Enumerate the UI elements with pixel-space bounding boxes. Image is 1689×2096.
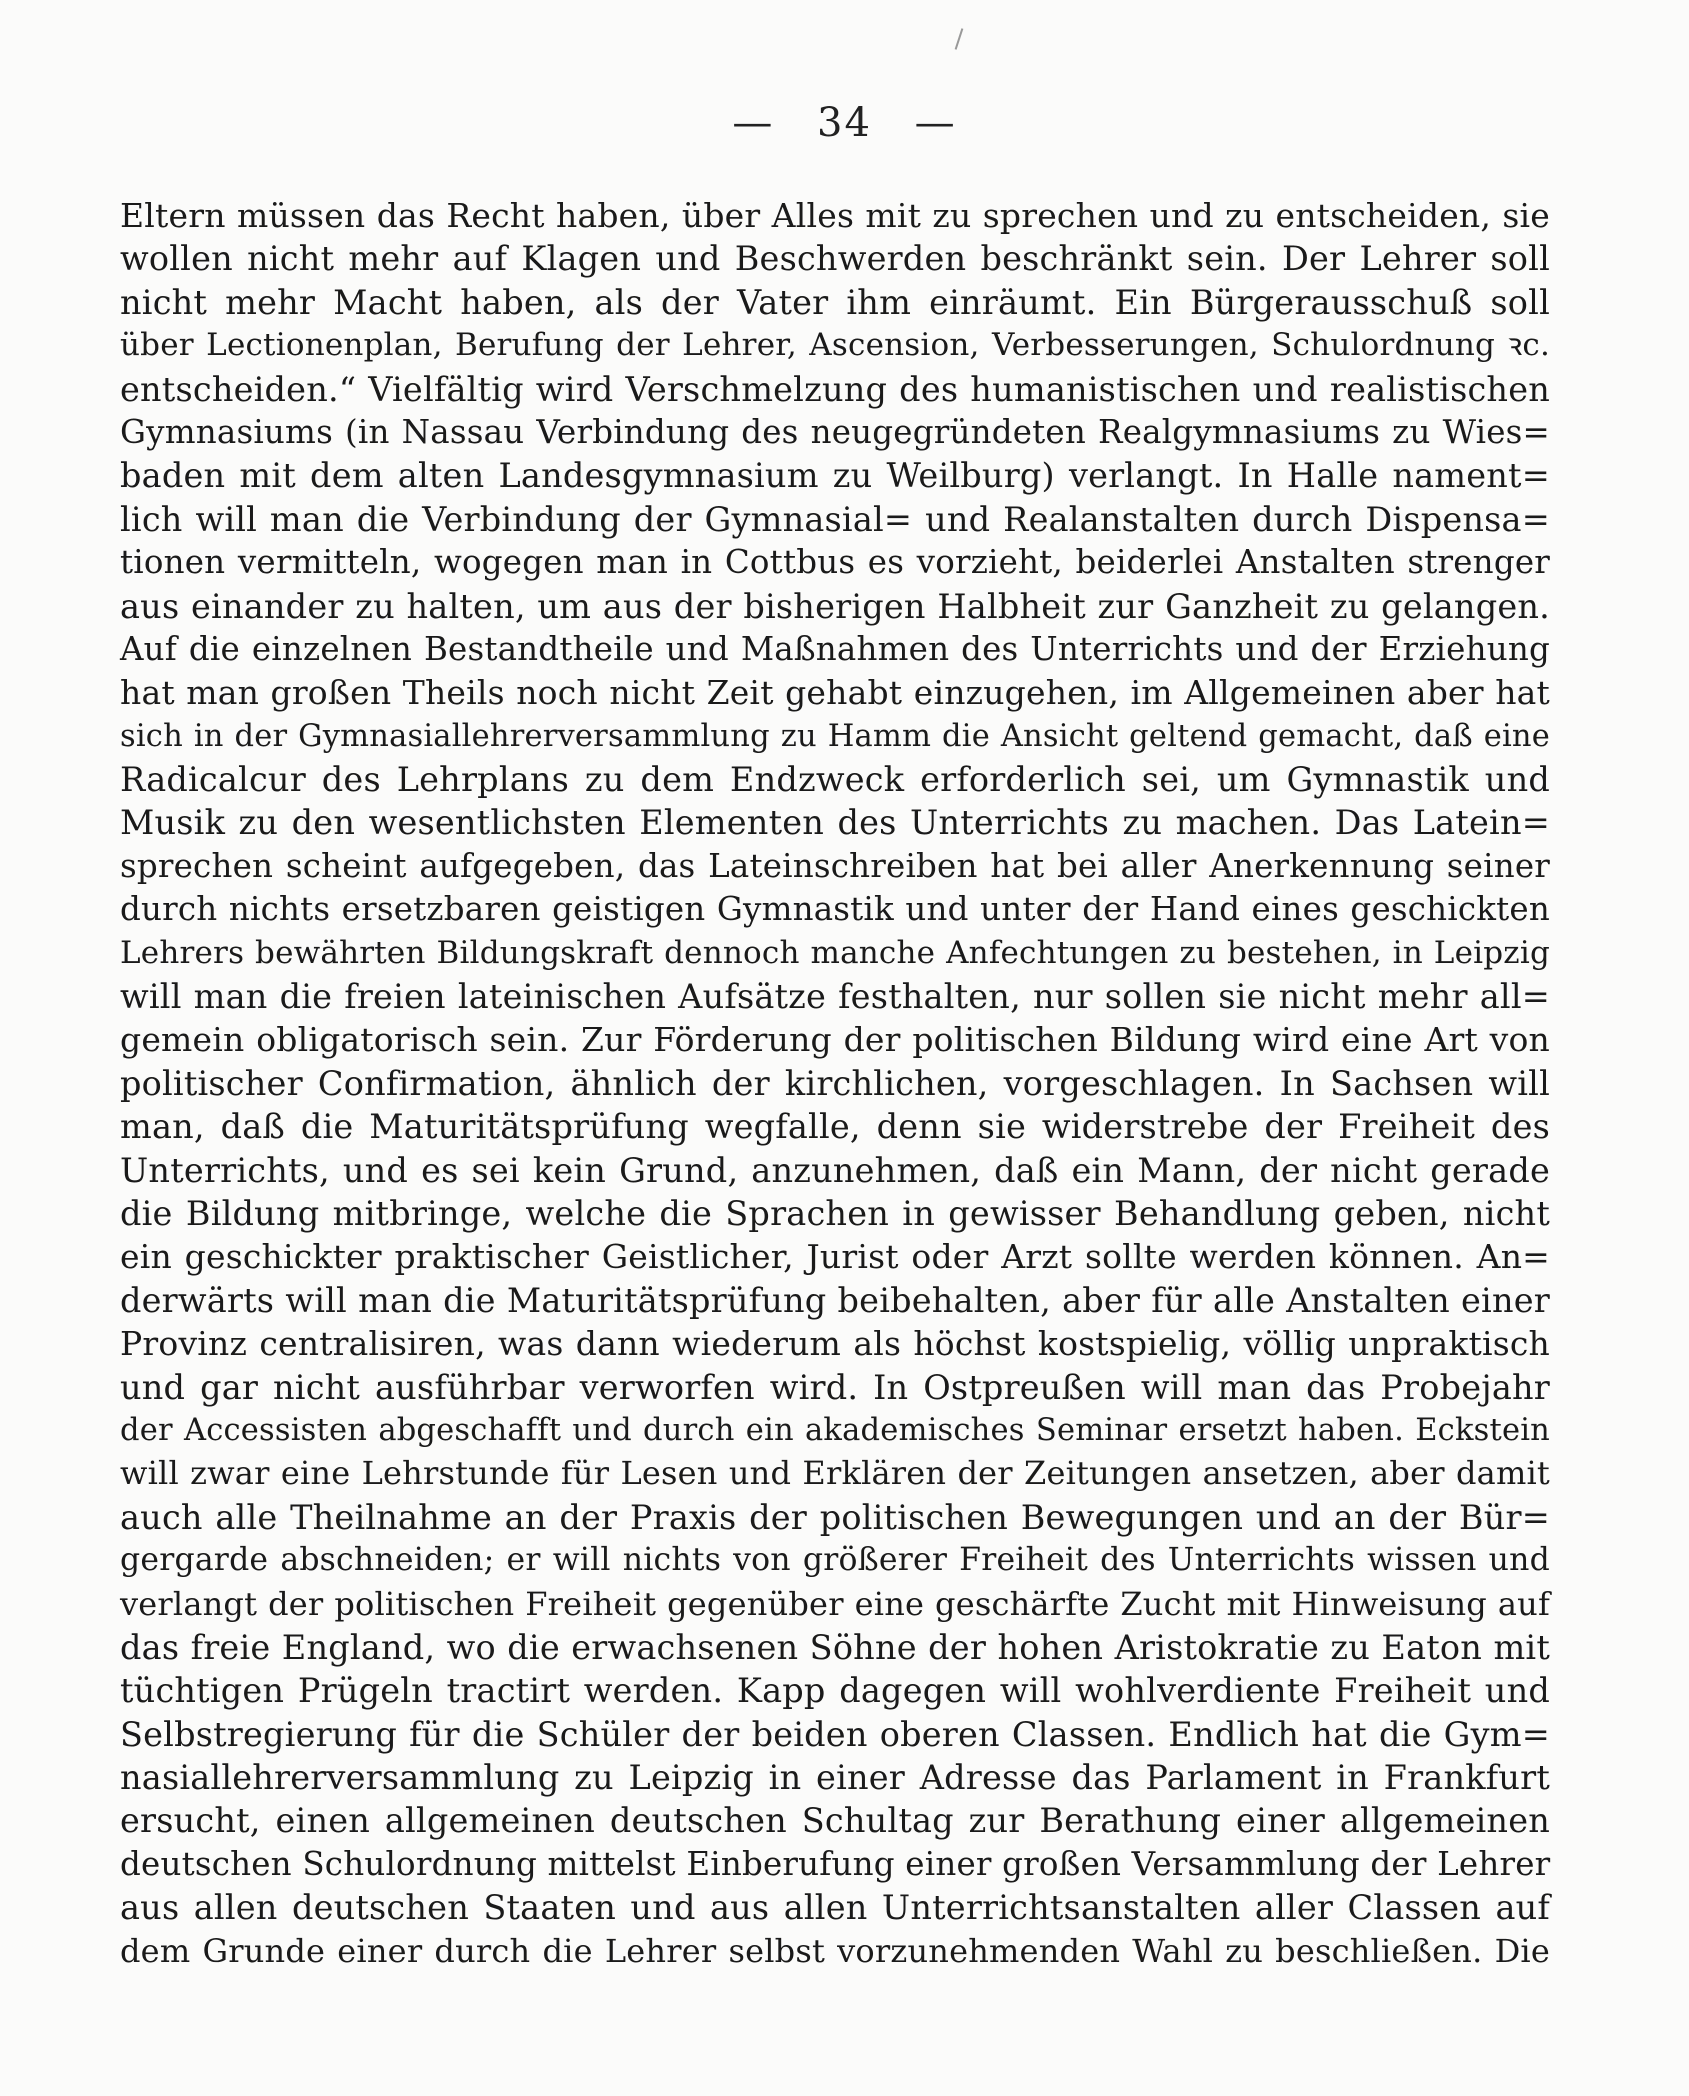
- text-line: dem Grunde einer durch die Lehrer selbst vorzunehmenden Wahl zu beschließen. Die: [120, 1931, 1550, 1970]
- text-line: wollen nicht mehr auf Klagen und Beschwerden beschränkt sein. Der Lehrer soll: [120, 239, 1550, 279]
- text-line: ersucht, einen allgemeinen deutschen Schultag zur Berathung einer allgemeinen: [120, 1801, 1550, 1841]
- text-line: Lehrers bewährten Bildungskraft dennoch manche Anfechtungen zu bestehen, in Leipzig: [120, 934, 1550, 971]
- page-number: 34: [817, 100, 872, 146]
- text-line: lich will man die Verbindung der Gymnasial= und Realanstalten durch Dispensa=: [120, 499, 1550, 539]
- header-dash-left: —: [732, 100, 775, 146]
- text-line: derwärts will man die Maturitätsprüfung beibehalten, aber für alle Anstalten einer: [120, 1280, 1550, 1320]
- text-line: die Bildung mitbringe, welche die Sprachen in gewisser Behandlung geben, nicht: [120, 1193, 1550, 1233]
- text-line: will zwar eine Lehrstunde für Lesen und Erklären der Zeitungen ansetzen, aber damit: [120, 1454, 1550, 1493]
- text-line: tüchtigen Prügeln tractirt werden. Kapp dagegen will wohlverdiente Freiheit und: [120, 1671, 1550, 1711]
- text-line: entscheiden.“ Vielfältig wird Verschmelzung des humanistischen und realistischen: [120, 369, 1550, 409]
- text-line: nicht mehr Macht haben, als der Vater ihm einräumt. Ein Bürgerausschuß soll: [120, 282, 1550, 322]
- text-line: deutschen Schulordnung mittelst Einberufung einer großen Versammlung der Lehrer: [120, 1844, 1551, 1883]
- text-line: Eltern müssen das Recht haben, über Alles mit zu sprechen und zu entscheiden, sie: [120, 196, 1550, 235]
- text-line: Selbstregierung für die Schüler der beiden oberen Classen. Endlich hat die Gym=: [120, 1714, 1550, 1754]
- text-line: nasiallehrerversammlung zu Leipzig in einer Adresse das Parlament in Frankfurt: [120, 1758, 1550, 1798]
- text-line: Gymnasiums (in Nassau Verbindung des neugegründeten Realgymnasiums zu Wies=: [120, 412, 1550, 451]
- text-line: Provinz centralisiren, was dann wiederum als höchst kostspielig, völlig unpraktisch: [120, 1324, 1550, 1364]
- text-line: auch alle Theilnahme an der Praxis der politischen Bewegungen und an der Bür=: [120, 1497, 1550, 1537]
- text-line: sprechen scheint aufgegeben, das Lateinschreiben hat bei aller Anerkennung seiner: [120, 846, 1550, 885]
- stray-mark: [955, 28, 964, 50]
- text-line: Radicalcur des Lehrplans zu dem Endzweck erforderlich sei, um Gymnastik und: [120, 760, 1550, 800]
- text-line: tionen vermitteln, wogegen man in Cottbus es vorzieht, beiderlei Anstalten strenger: [120, 543, 1550, 582]
- header-dash-right: —: [914, 100, 957, 146]
- body-text: [120, 194, 1550, 1973]
- page-header: [0, 100, 1689, 146]
- text-line: Unterrichts, und es sei kein Grund, anzunehmen, daß ein Mann, der nicht gerade: [120, 1150, 1550, 1190]
- text-line: verlangt der politischen Freiheit gegenüber eine geschärfte Zucht mit Hinweisung auf: [120, 1584, 1550, 1623]
- text-line: aus allen deutschen Staaten und aus allen Unterrichtsanstalten aller Classen auf: [120, 1888, 1550, 1928]
- text-line: ein geschickter praktischer Geistlicher, Jurist oder Arzt sollte werden können. An=: [120, 1237, 1550, 1277]
- text-line: über Lectionenplan, Berufung der Lehrer, Ascension, Verbesserungen, Schulordnung ꝛc.: [120, 327, 1550, 364]
- text-line: aus einander zu halten, um aus der bisherigen Halbheit zur Ganzheit zu gelangen.: [120, 586, 1550, 626]
- text-line: man, daß die Maturitätsprüfung wegfalle, denn sie widerstrebe der Freiheit des: [120, 1107, 1550, 1147]
- text-line: gergarde abschneiden; er will nichts von größerer Freiheit des Unterrichts wissen und: [120, 1542, 1550, 1579]
- text-line: Musik zu den wesentlichsten Elementen des Unterrichts zu machen. Das Latein=: [120, 803, 1550, 843]
- text-line: gemein obligatorisch sein. Zur Förderung der politischen Bildung wird eine Art von: [120, 1020, 1550, 1060]
- text-line: hat man großen Theils noch nicht Zeit gehabt einzugehen, im Allgemeinen aber hat: [120, 673, 1550, 713]
- text-line: und gar nicht ausführbar verworfen wird. In Ostpreußen will man das Probejahr: [120, 1367, 1550, 1407]
- text-line: durch nichts ersetzbaren geistigen Gymnastik und unter der Hand eines geschickten: [120, 890, 1550, 929]
- text-line: will man die freien lateinischen Aufsätze festhalten, nur sollen sie nicht mehr all=: [120, 977, 1550, 1017]
- text-line: baden mit dem alten Landesgymnasium zu Weilburg) verlangt. In Halle nament=: [120, 456, 1550, 496]
- text-line: Auf die einzelnen Bestandtheile und Maßnahmen des Unterrichts und der Erziehung: [120, 629, 1550, 668]
- text-line: politischer Confirmation, ähnlich der kirchlichen, vorgeschlagen. In Sachsen will: [120, 1063, 1550, 1103]
- text-line: der Accessisten abgeschafft und durch ein akademisches Seminar ersetzt haben. Eckstein: [120, 1412, 1550, 1448]
- text-line: das freie England, wo die erwachsenen Söhne der hohen Aristokratie zu Eaton mit: [120, 1627, 1550, 1667]
- text-line: sich in der Gymnasiallehrerversammlung zu Hamm die Ansicht geltend gemacht, daß eine: [120, 718, 1550, 754]
